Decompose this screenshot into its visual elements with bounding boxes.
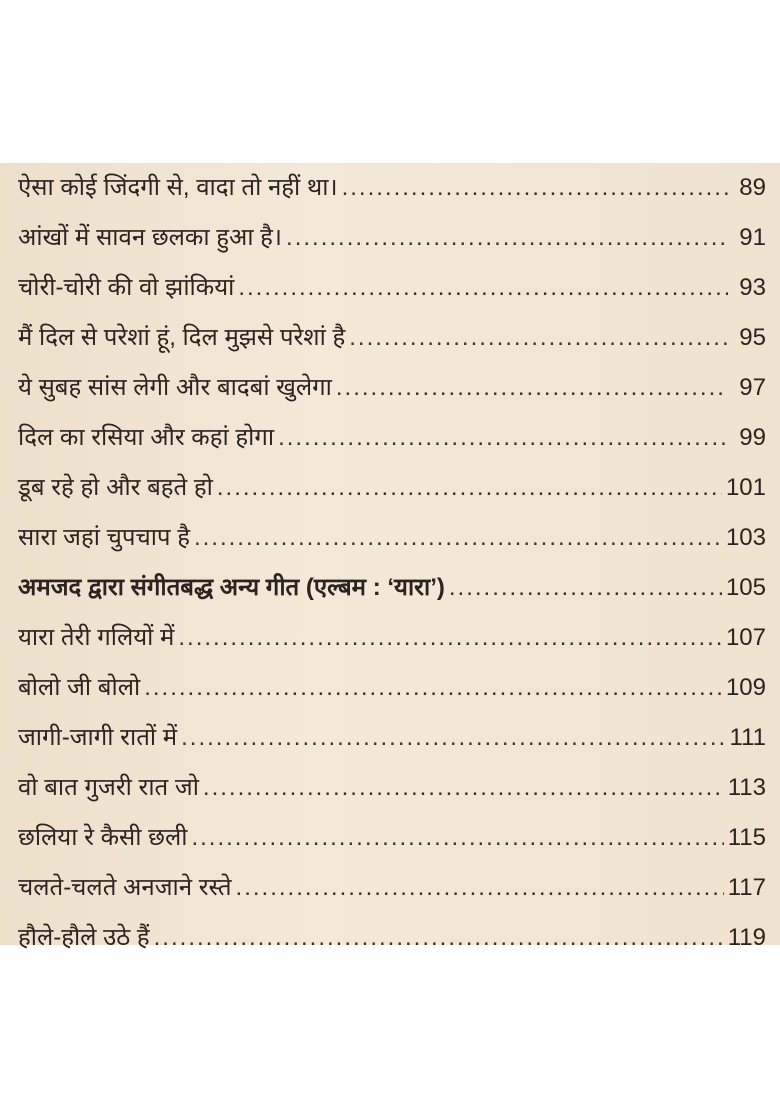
toc-entry: [18, 820, 766, 870]
dot-leader: [217, 474, 722, 502]
entry-page: 97: [739, 374, 766, 401]
entry-title: आंखों में सावन छलका हुआ है।: [18, 224, 283, 251]
toc-entry: [18, 720, 766, 770]
dot-leader: [181, 724, 725, 752]
toc-entry: [18, 920, 766, 970]
entry-page: 113: [727, 774, 766, 801]
entry-page: 111: [729, 724, 766, 751]
toc-entry: [18, 770, 766, 820]
entry-page: 109: [725, 674, 766, 701]
entry-title: दिल का रसिया और कहां होगा: [18, 424, 275, 451]
dot-leader: [342, 174, 728, 202]
toc-entry: [18, 270, 766, 320]
entry-title: चोरी-चोरी की वो झांकियां: [18, 274, 235, 301]
dot-leader: [194, 524, 722, 552]
entry-title: जागी-जागी रातों में: [18, 724, 178, 751]
entry-title: मैं दिल से परेशां हूं, दिल मुझसे परेशां है: [18, 324, 346, 351]
entry-page: 119: [727, 924, 766, 951]
toc-entry: [18, 370, 766, 420]
entry-page: 93: [739, 274, 766, 301]
entry-title: वो बात गुजरी रात जो: [18, 774, 199, 801]
entry-title: डूब रहे हो और बहते हो: [18, 474, 213, 501]
entry-title: छलिया रे कैसी छली: [18, 824, 188, 851]
toc-entry: [18, 470, 766, 520]
dot-leader: [278, 424, 728, 452]
toc-entry: [18, 670, 766, 720]
table-of-contents: [18, 170, 766, 970]
entry-title: चलते-चलते अनजाने रस्ते: [18, 874, 232, 901]
entry-title: सारा जहां चुपचाप है: [18, 524, 190, 551]
dot-leader: [154, 924, 724, 952]
dot-leader: [144, 674, 722, 702]
entry-title: ऐसा कोई जिंदगी से, वादा तो नहीं था।: [18, 174, 338, 201]
entry-page: 95: [739, 324, 766, 351]
toc-entry: [18, 520, 766, 570]
toc-section-heading: [18, 570, 766, 620]
entry-title: ये सुबह सांस लेगी और बादबां खुलेगा: [18, 374, 332, 401]
dot-leader: [203, 774, 724, 802]
dot-leader: [191, 824, 723, 852]
toc-entry: [18, 320, 766, 370]
entry-title: अमजद द्वारा संगीतबद्ध अन्य गीत (एल्बम : ‘यारा’): [18, 574, 445, 601]
entry-page: 105: [725, 574, 766, 601]
entry-title: हौले-हौले उठे हैं: [18, 924, 150, 951]
dot-leader: [449, 574, 722, 602]
entry-title: यारा तेरी गलियों में: [18, 624, 175, 651]
dot-leader: [178, 624, 722, 652]
entry-page: 115: [727, 824, 766, 851]
dot-leader: [236, 874, 724, 902]
entry-page: 117: [727, 874, 766, 901]
entry-page: 91: [739, 224, 766, 251]
entry-title: बोलो जी बोलो: [18, 674, 141, 701]
toc-entry: [18, 620, 766, 670]
dot-leader: [336, 374, 728, 402]
toc-entry: [18, 420, 766, 470]
entry-page: 103: [725, 524, 766, 551]
entry-page: 99: [739, 424, 766, 451]
dot-leader: [286, 224, 728, 252]
entry-page: 107: [725, 624, 766, 651]
toc-entry: [18, 170, 766, 220]
toc-entry: [18, 870, 766, 920]
dot-leader: [238, 274, 728, 302]
entry-page: 101: [725, 474, 766, 501]
dot-leader: [349, 324, 728, 352]
toc-entry: [18, 220, 766, 270]
entry-page: 89: [739, 174, 766, 201]
